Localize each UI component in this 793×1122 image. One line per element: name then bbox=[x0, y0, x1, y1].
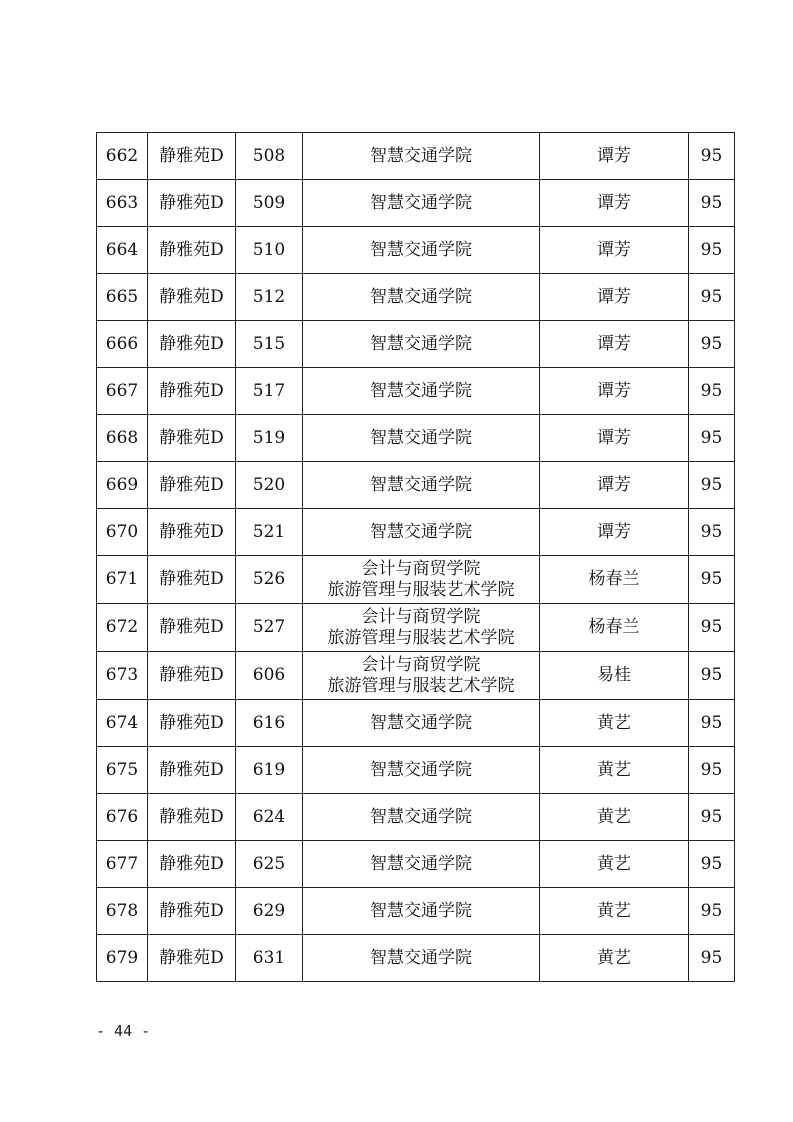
building-cell: 静雅苑D bbox=[148, 700, 236, 747]
room-cell: 509 bbox=[236, 180, 303, 227]
college-cell bbox=[303, 747, 540, 794]
college-name: 智慧交通学院 bbox=[370, 712, 472, 733]
college-name: 智慧交通学院 bbox=[370, 427, 472, 448]
building-cell: 静雅苑D bbox=[148, 133, 236, 180]
building-cell: 静雅苑D bbox=[148, 794, 236, 841]
score-cell: 95 bbox=[689, 604, 735, 652]
row-number-cell: 675 bbox=[97, 747, 148, 794]
college-cell bbox=[303, 652, 540, 700]
table-row bbox=[97, 604, 735, 652]
dorm-inspection-table bbox=[96, 132, 735, 982]
score-cell: 95 bbox=[689, 841, 735, 888]
college-cell bbox=[303, 415, 540, 462]
college-cell bbox=[303, 180, 540, 227]
row-number-cell: 662 bbox=[97, 133, 148, 180]
building-cell: 静雅苑D bbox=[148, 556, 236, 604]
college-cell bbox=[303, 604, 540, 652]
college-cell bbox=[303, 133, 540, 180]
college-name: 智慧交通学院 bbox=[370, 192, 472, 213]
college-name: 智慧交通学院 bbox=[370, 145, 472, 166]
room-cell: 512 bbox=[236, 274, 303, 321]
teacher-cell: 谭芳 bbox=[540, 509, 689, 556]
teacher-cell: 杨春兰 bbox=[540, 604, 689, 652]
college-cell bbox=[303, 274, 540, 321]
college-name: 智慧交通学院 bbox=[370, 239, 472, 260]
building-cell: 静雅苑D bbox=[148, 415, 236, 462]
row-number-cell: 674 bbox=[97, 700, 148, 747]
building-cell: 静雅苑D bbox=[148, 274, 236, 321]
building-cell: 静雅苑D bbox=[148, 747, 236, 794]
college-cell bbox=[303, 794, 540, 841]
college-cell bbox=[303, 227, 540, 274]
teacher-cell: 谭芳 bbox=[540, 227, 689, 274]
table-row bbox=[97, 321, 735, 368]
building-cell: 静雅苑D bbox=[148, 841, 236, 888]
college-name: 会计与商贸学院 bbox=[361, 654, 481, 675]
teacher-cell: 谭芳 bbox=[540, 274, 689, 321]
table-row bbox=[97, 700, 735, 747]
college-cell bbox=[303, 556, 540, 604]
building-cell: 静雅苑D bbox=[148, 227, 236, 274]
college-cell bbox=[303, 509, 540, 556]
teacher-cell: 黄艺 bbox=[540, 841, 689, 888]
score-cell: 95 bbox=[689, 462, 735, 509]
row-number-cell: 664 bbox=[97, 227, 148, 274]
row-number-cell: 667 bbox=[97, 368, 148, 415]
row-number-cell: 669 bbox=[97, 462, 148, 509]
teacher-cell: 谭芳 bbox=[540, 180, 689, 227]
score-cell: 95 bbox=[689, 133, 735, 180]
row-number-cell: 671 bbox=[97, 556, 148, 604]
table-row bbox=[97, 227, 735, 274]
building-cell: 静雅苑D bbox=[148, 888, 236, 935]
score-cell: 95 bbox=[689, 652, 735, 700]
row-number-cell: 673 bbox=[97, 652, 148, 700]
table-row bbox=[97, 652, 735, 700]
room-cell: 508 bbox=[236, 133, 303, 180]
score-cell: 95 bbox=[689, 888, 735, 935]
room-cell: 631 bbox=[236, 935, 303, 982]
college-name: 智慧交通学院 bbox=[370, 474, 472, 495]
room-cell: 629 bbox=[236, 888, 303, 935]
table-row bbox=[97, 180, 735, 227]
college-name: 智慧交通学院 bbox=[370, 286, 472, 307]
building-cell: 静雅苑D bbox=[148, 604, 236, 652]
table-row bbox=[97, 133, 735, 180]
score-cell: 95 bbox=[689, 180, 735, 227]
table-row bbox=[97, 368, 735, 415]
room-cell: 625 bbox=[236, 841, 303, 888]
college-name: 智慧交通学院 bbox=[370, 759, 472, 780]
college-name: 旅游管理与服装艺术学院 bbox=[327, 627, 515, 648]
college-name: 智慧交通学院 bbox=[370, 333, 472, 354]
teacher-cell: 黄艺 bbox=[540, 747, 689, 794]
teacher-cell: 易桂 bbox=[540, 652, 689, 700]
building-cell: 静雅苑D bbox=[148, 509, 236, 556]
building-cell: 静雅苑D bbox=[148, 321, 236, 368]
college-name: 会计与商贸学院 bbox=[361, 606, 481, 627]
page-number: - 44 - bbox=[96, 1022, 151, 1040]
college-cell bbox=[303, 700, 540, 747]
row-number-cell: 677 bbox=[97, 841, 148, 888]
score-cell: 95 bbox=[689, 274, 735, 321]
college-cell bbox=[303, 888, 540, 935]
row-number-cell: 663 bbox=[97, 180, 148, 227]
table-row bbox=[97, 747, 735, 794]
teacher-cell: 谭芳 bbox=[540, 462, 689, 509]
college-cell bbox=[303, 321, 540, 368]
table-row bbox=[97, 509, 735, 556]
table-row bbox=[97, 274, 735, 321]
teacher-cell: 黄艺 bbox=[540, 794, 689, 841]
table-row bbox=[97, 415, 735, 462]
college-cell bbox=[303, 462, 540, 509]
college-name: 智慧交通学院 bbox=[370, 521, 472, 542]
score-cell: 95 bbox=[689, 321, 735, 368]
score-cell: 95 bbox=[689, 794, 735, 841]
teacher-cell: 黄艺 bbox=[540, 700, 689, 747]
building-cell: 静雅苑D bbox=[148, 368, 236, 415]
row-number-cell: 665 bbox=[97, 274, 148, 321]
college-name: 旅游管理与服装艺术学院 bbox=[327, 675, 515, 696]
score-cell: 95 bbox=[689, 509, 735, 556]
room-cell: 510 bbox=[236, 227, 303, 274]
room-cell: 624 bbox=[236, 794, 303, 841]
college-name: 会计与商贸学院 bbox=[361, 558, 481, 579]
room-cell: 619 bbox=[236, 747, 303, 794]
score-cell: 95 bbox=[689, 935, 735, 982]
table-row bbox=[97, 794, 735, 841]
college-name: 旅游管理与服装艺术学院 bbox=[327, 579, 515, 600]
room-cell: 519 bbox=[236, 415, 303, 462]
score-cell: 95 bbox=[689, 700, 735, 747]
row-number-cell: 668 bbox=[97, 415, 148, 462]
row-number-cell: 679 bbox=[97, 935, 148, 982]
table-row bbox=[97, 888, 735, 935]
score-cell: 95 bbox=[689, 227, 735, 274]
teacher-cell: 谭芳 bbox=[540, 133, 689, 180]
college-name: 智慧交通学院 bbox=[370, 853, 472, 874]
building-cell: 静雅苑D bbox=[148, 935, 236, 982]
score-cell: 95 bbox=[689, 747, 735, 794]
room-cell: 517 bbox=[236, 368, 303, 415]
college-name: 智慧交通学院 bbox=[370, 900, 472, 921]
table-body bbox=[97, 133, 735, 982]
table-row bbox=[97, 556, 735, 604]
room-cell: 526 bbox=[236, 556, 303, 604]
table-row bbox=[97, 841, 735, 888]
row-number-cell: 672 bbox=[97, 604, 148, 652]
row-number-cell: 670 bbox=[97, 509, 148, 556]
score-cell: 95 bbox=[689, 415, 735, 462]
college-cell bbox=[303, 935, 540, 982]
teacher-cell: 谭芳 bbox=[540, 368, 689, 415]
teacher-cell: 谭芳 bbox=[540, 321, 689, 368]
table-row bbox=[97, 462, 735, 509]
building-cell: 静雅苑D bbox=[148, 652, 236, 700]
college-cell bbox=[303, 368, 540, 415]
teacher-cell: 谭芳 bbox=[540, 415, 689, 462]
building-cell: 静雅苑D bbox=[148, 462, 236, 509]
row-number-cell: 676 bbox=[97, 794, 148, 841]
score-cell: 95 bbox=[689, 368, 735, 415]
teacher-cell: 黄艺 bbox=[540, 935, 689, 982]
college-name: 智慧交通学院 bbox=[370, 806, 472, 827]
room-cell: 606 bbox=[236, 652, 303, 700]
score-cell: 95 bbox=[689, 556, 735, 604]
building-cell: 静雅苑D bbox=[148, 180, 236, 227]
college-cell bbox=[303, 841, 540, 888]
room-cell: 521 bbox=[236, 509, 303, 556]
room-cell: 515 bbox=[236, 321, 303, 368]
teacher-cell: 杨春兰 bbox=[540, 556, 689, 604]
room-cell: 520 bbox=[236, 462, 303, 509]
table-row bbox=[97, 935, 735, 982]
college-name: 智慧交通学院 bbox=[370, 947, 472, 968]
row-number-cell: 666 bbox=[97, 321, 148, 368]
college-name: 智慧交通学院 bbox=[370, 380, 472, 401]
room-cell: 527 bbox=[236, 604, 303, 652]
teacher-cell: 黄艺 bbox=[540, 888, 689, 935]
room-cell: 616 bbox=[236, 700, 303, 747]
row-number-cell: 678 bbox=[97, 888, 148, 935]
